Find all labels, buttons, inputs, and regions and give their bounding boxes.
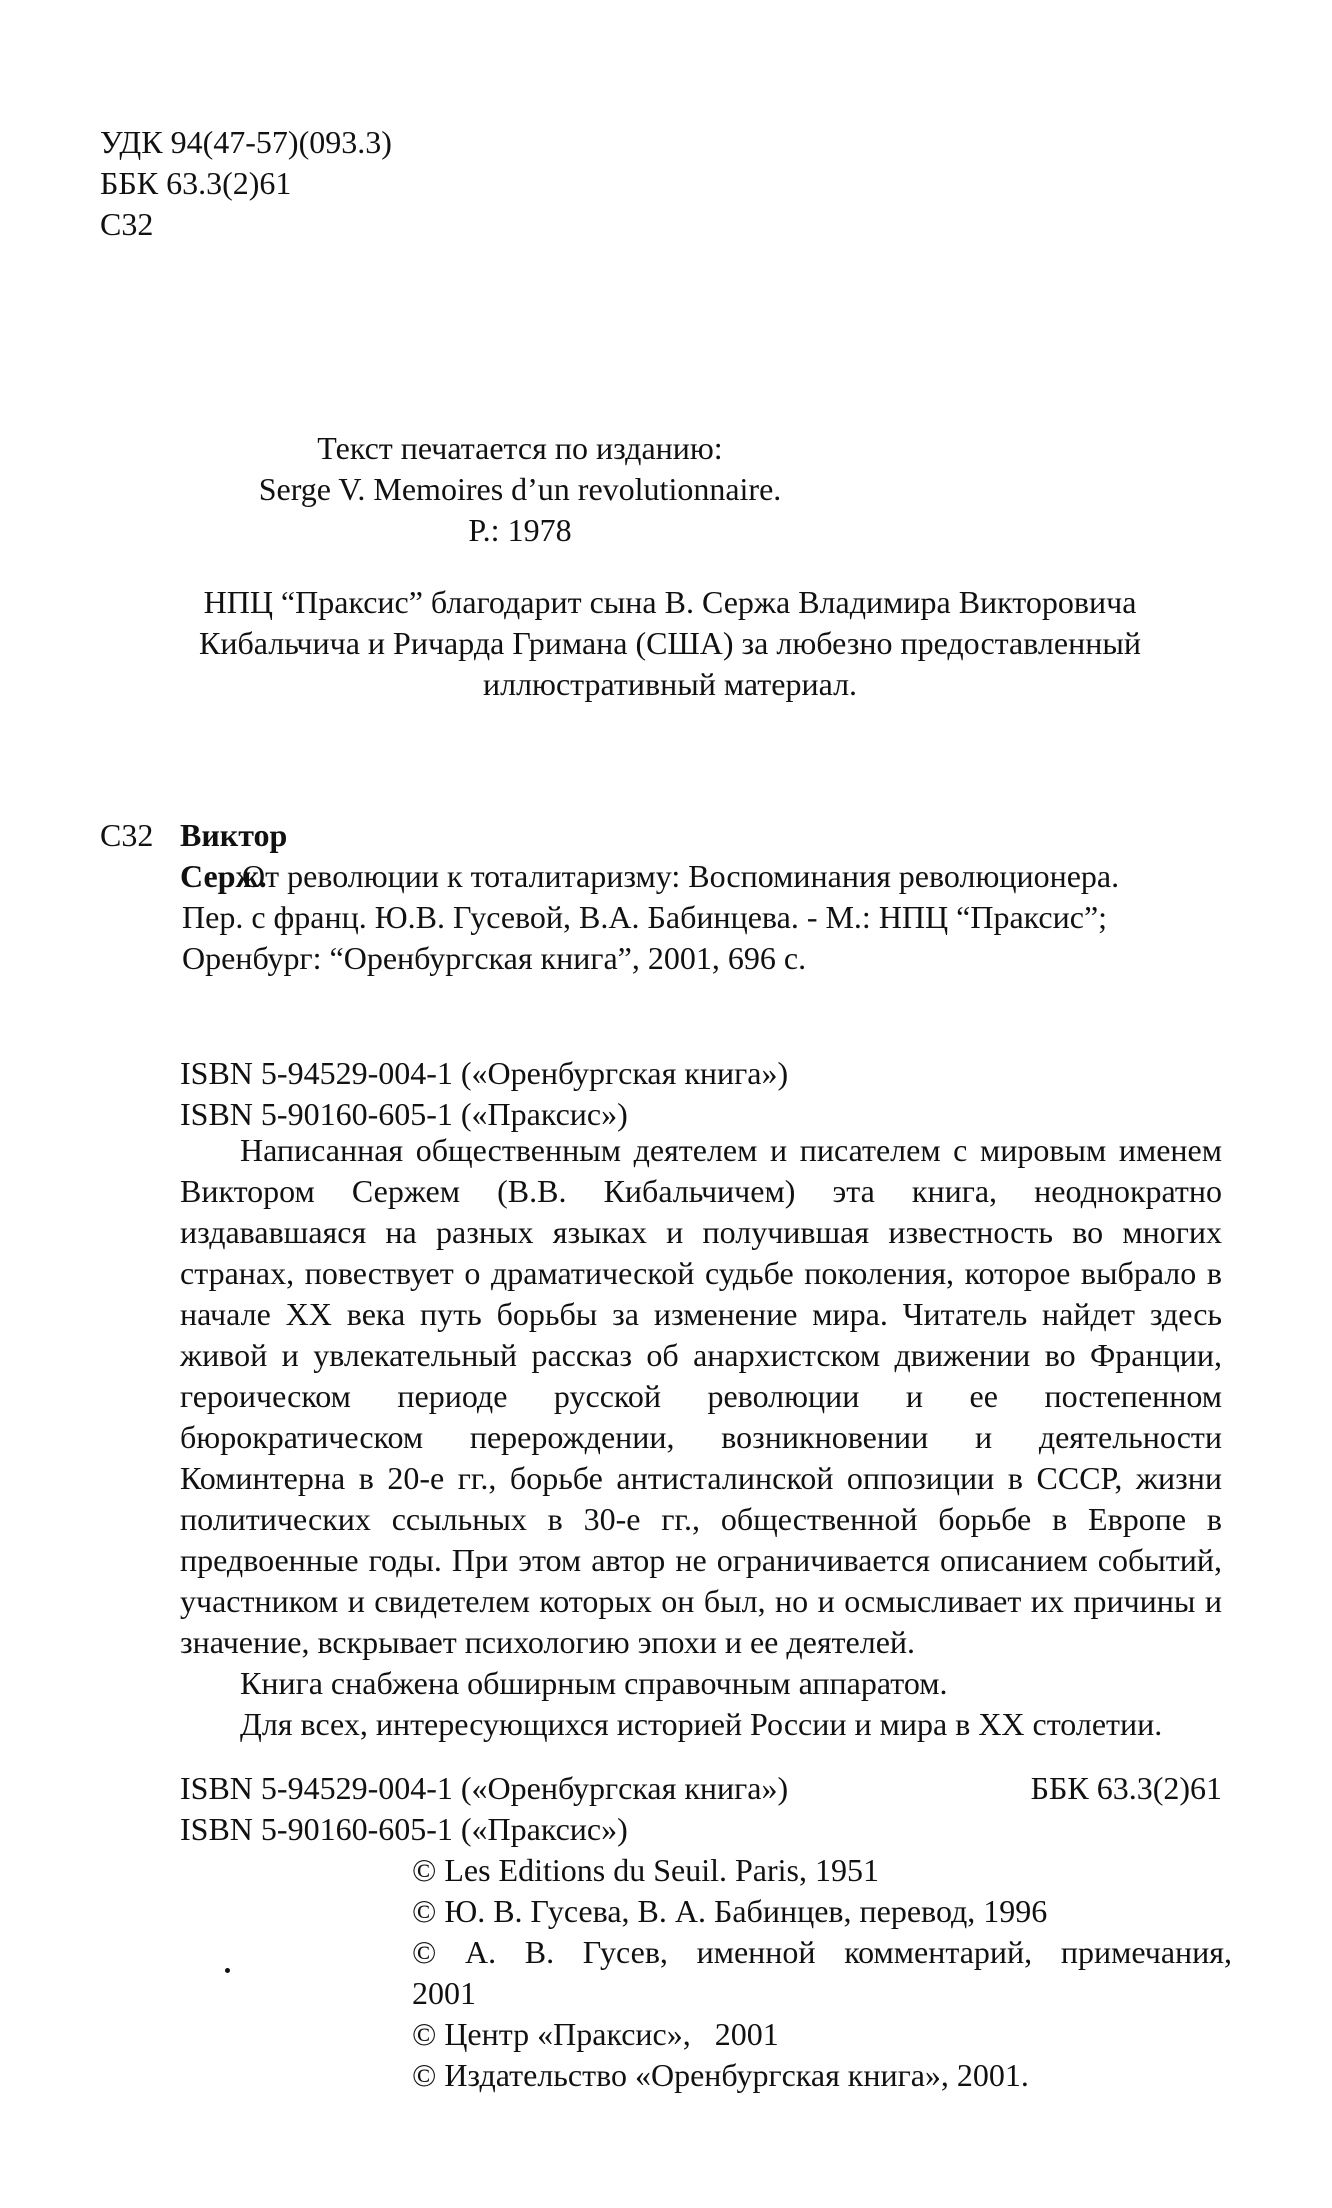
catalog-detail-line: Пер. с франц. Ю.В. Гусевой, В.А. Бабинцева. - М.: НПЦ “Праксис”; (182, 899, 1108, 935)
author-code: С32 (100, 206, 154, 242)
isbn-orenburg: ISBN 5-94529-004-1 («Оренбургская книга») (180, 1055, 789, 1091)
copyright-line: © Центр «Праксис», 2001 (412, 2016, 779, 2052)
catalog-code: С32 (100, 817, 154, 853)
bbk-code: ББК 63.3(2)61 (1030, 1770, 1222, 1806)
udk-code: УДК 94(47-57)(093.3) (100, 124, 392, 160)
isbn-bbk-row (180, 1768, 1222, 1809)
copyright-line-continuation: 2001 (412, 1975, 476, 2011)
copyright-line: © Les Editions du Seuil. Paris, 1951 (412, 1852, 879, 1888)
acknowledgement-line: НПЦ “Праксис” благодарит сына В. Сержа Владимира Викторовича (203, 584, 1137, 620)
source-edition-note (0, 428, 1040, 551)
isbn-praxis: ISBN 5-90160-605-1 («Праксис») (180, 1811, 628, 1847)
catalog-detail-line: Оренбург: “Оренбургская книга”, 2001, 696 с. (182, 940, 807, 976)
acknowledgement-line: иллюстративный материал. (482, 666, 858, 702)
bbk-code: ББК 63.3(2)61 (100, 165, 292, 201)
catalog-details (182, 856, 1119, 979)
print-speck (225, 1968, 230, 1973)
annotation-main: Написанная общественным деятелем и писателем с мировым именем Виктором Сержем (В.В. Кибальчичем) эта книга, неоднократно издававшаяся на разных языках и получившая известность во многих странах, повествует о драматической судьбе поколения, которое выбрало в начале XX века путь борьбы за изменение мира. Читатель найдет здесь живой и увлекательный рассказ об анархистском движении во Франции, героическом периоде русской революции и ее постепенном бюрократическом перерождении, возникновении и деятельности Коминтерна в 20-е гг., борьбе антисталинской оппозиции в СССР, жизни политических ссыльных в 30-е гг., общественной борьбе в Европе в предвоенные годы. При этом автор не ограничивается описанием событий, участником и свидетелем которых он был, но и осмысливает их причины и значение, вскрывает психологию эпохи и ее деятелей. (180, 1132, 1222, 1660)
annotation (180, 1130, 1222, 1745)
isbn-praxis: ISBN 5-90160-605-1 («Праксис») (180, 1096, 628, 1132)
isbn-orenburg: ISBN 5-94529-004-1 («Оренбургская книга») (180, 1770, 789, 1806)
acknowledgement-line: Кибальчича и Ричарда Гримана (США) за любезно предоставленный (199, 625, 1141, 661)
source-note-line: Текст печатается по изданию: (317, 430, 723, 466)
annotation-audience: Для всех, интересующихся историей России и мира в XX столетии. (240, 1706, 1163, 1742)
source-note-line: Serge V. Memoires d’un revolutionnaire. (258, 471, 782, 507)
copyright-list (412, 1850, 1232, 2096)
copyright-line: © Издательство «Оренбургская книга», 2001. (412, 2057, 1029, 2093)
catalog-author: Виктор Серж. (180, 817, 288, 894)
acknowledgement-note (0, 582, 1332, 705)
copyright-line: © А. В. Гусев, именной комментарий, примечания, (412, 1934, 1232, 1970)
annotation-apparatus: Книга снабжена обширным справочным аппаратом. (240, 1665, 948, 1701)
classification-block (100, 122, 392, 245)
copyright-line: © Ю. В. Гусева, В. А. Бабинцев, перевод, 1996 (412, 1893, 1048, 1929)
isbn-list-top (180, 1053, 788, 1135)
catalog-title-line: От революции к тоталитаризму: Воспоминания революционера. (242, 858, 1120, 894)
source-note-line: P.: 1978 (468, 512, 572, 548)
isbn-list-bottom (180, 1768, 1222, 1850)
